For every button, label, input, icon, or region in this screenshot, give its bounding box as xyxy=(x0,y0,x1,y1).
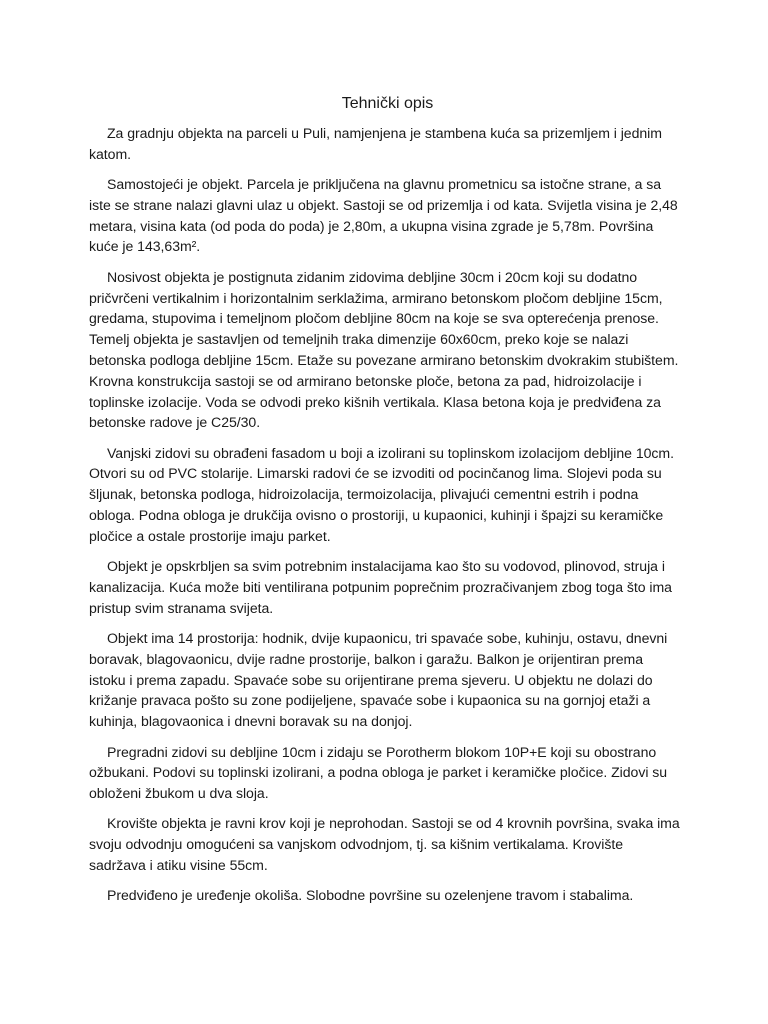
paragraph-site: Samostojeći je objekt. Parcela je priključena na glavnu prometnicu sa istočne strane, a sa iste se strane nalazi glavni ulaz u objekt. Sastoji se od prizemlja i od kata. Svijetla visina je 2,48 metara, visina kata (od poda do poda) je 2,80m, a ukupna visina zgrade je 5,78m. Površina kuće je 143,63m². xyxy=(89,176,678,255)
paragraph-rooms: Objekt ima 14 prostorija: hodnik, dvije kupaonicu, tri spavaće sobe, kuhinju, ostavu, dnevni boravak, blagovaonicu, dvije radne prostorije, balkon i garažu. Balkon je orijentiran prema istoku i prema zapadu. Spavaće sobe su orijentirane prema sjeveru. U objektu ne dolazi do križanje pravaca pošto su zone podijeljene, spavaće sobe i kupaonica su na gornjoj etaži a kuhinja, blagovaonica i dnevni boravak su na donjoj. xyxy=(89,630,668,730)
paragraph-structure: Nosivost objekta je postignuta zidanim zidovima debljine 30cm i 20cm koji su dodatno pričvrčeni vertikalnim i horizontalnim serklažima, armirano betonskom pločom debljine 15cm, gredama, stupovima i temeljnom pločom debljine 80cm na koje se sva opterećenja prenose. Temelj objekta je sastavljen od temeljnih traka dimenzije 60x60cm, preko koje se nalazi betonska podloga debljine 15cm. Etaže su povezane armirano betonskim dvokrakim stubištem. Krovna konstrukcija sastoji se od armirano betonske ploče, betona za pad, hidroizolacije i toplinske izolacije. Voda se odvodi preko kišnih vertikala. Klasa betona koja je predviđena za betonske radove je C25/30. xyxy=(89,268,679,431)
paragraph-landscaping: Predviđeno je uređenje okoliša. Slobodne površine su ozelenjene travom i stabalima. xyxy=(107,887,634,904)
paragraph-exterior: Vanjski zidovi su obrađeni fasadom u boji a izolirani su toplinskom izolacijom debljine 10cm. Otvori su od PVC stolarije. Limarski radovi će se izvoditi od pocinčanog lima. Slojevi poda su šljunak, betonska podloga, hidroizolacija, termoizolacija, plivajući cementni estrih i podna obloga. Podna obloga je drukčija ovisno o prostoriji, u kupaonici, kuhinji i špajzi su keramičke pločice a ostale prostorije imaju parket. xyxy=(89,444,674,544)
paragraph-roof: Krovište objekta je ravni krov koji je neprohodan. Sastoji se od 4 krovnih površina, svaka ima svoju odvodnju omogućeni sa vanjskom odvodnjom, tj. sa kišnim vertikalama. Krovište sadržava i atiku visine 55cm. xyxy=(89,815,680,873)
paragraph-installations: Objekt je opskrbljen sa svim potrebnim instalacijama kao što su vodovod, plinovod, struja i kanalizacija. Kuća može biti ventilirana potpunim poprečnim prozračivanjem zbog toga što ima pristup svim stranama svijeta. xyxy=(89,558,672,616)
document-title: Tehnički opis xyxy=(341,95,434,112)
paragraph-partitions: Pregradni zidovi su debljine 10cm i zidaju se Porotherm blokom 10P+E koji su obostrano ožbukani. Podovi su toplinski izolirani, a podna obloga je parket i keramičke pločice. Zidovi su obloženi žbukom u dva sloja. xyxy=(89,743,668,802)
paragraph-intro: Za gradnju objekta na parceli u Puli, namjenjena je stambena kuća sa prizemljem i jednim katom. xyxy=(89,125,662,162)
